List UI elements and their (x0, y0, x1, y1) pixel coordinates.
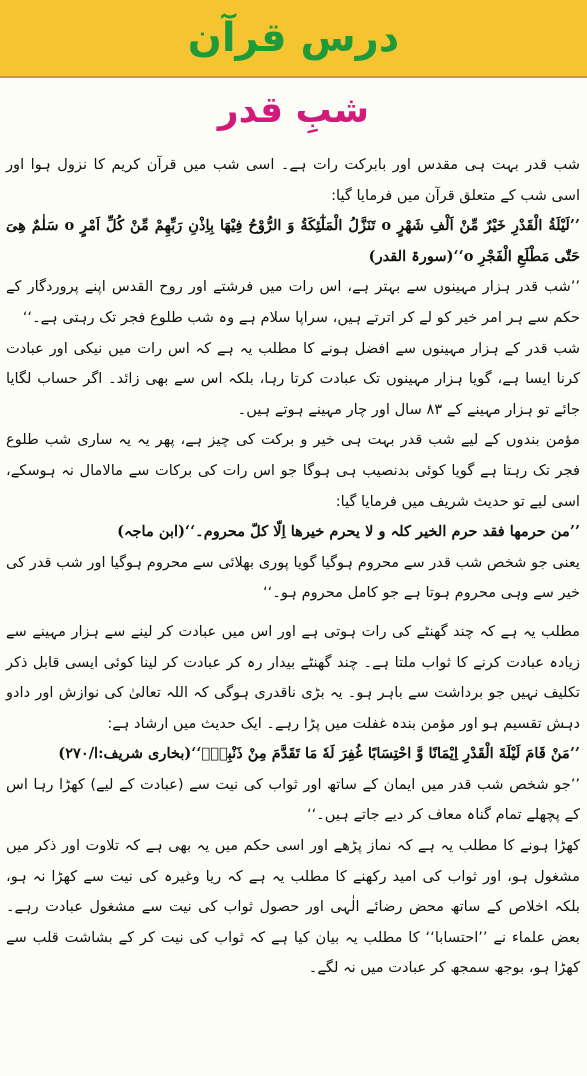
quran-verse: ’’لَیْلَةُ الْقَدْرِ خَیْرٌ مِّنْ اَلْفِ شَھْرٍ o تَنَزَّلُ الْمَلٰٓئِکَةُ وَ الرُّوْحُ فِیْھَا بِاِذْنِ رَبِّھِمْ مِّنْ کُلِّ اَمْرٍ o سَلٰمٌ ھِیَ حَتّٰی مَطْلَعِ الْفَجْرِ o‘‘(سورۃ القدر) (6, 217, 581, 265)
hadith-translation-1: یعنی جو شخص شب قدر سے محروم ہوگیا گویا پوری بھلائی سے محروم ہوگیا اور شب قدر کی خیر سے وہی محروم ہوتا ہے جو کامل محروم ہو۔‘‘ (6, 553, 580, 602)
hadith-translation-2: ’’جو شخص شب قدر میں ایمان کے ساتھ اور ثواب کی نیت سے (عبادت کے لیے) کھڑا رہا اس کے پچھلے تمام گناہ معاف کر دیے جاتے ہیں۔‘‘ (6, 775, 580, 824)
article-subtitle: شبِ قدر (217, 90, 370, 131)
hadith-quote-2: ’’مَنْ قَامَ لَیْلَةَ الْقَدْرِ اِیْمَانًا وَّ احْتِسَابًا غُفِرَ لَهٗ مَا تَقَدَّمَ مِنْ ذَنْبِهٖ۔‘‘(بخاری شریف:ا/۲۷۰) (58, 745, 580, 763)
paragraph-meaning: کھڑا ہونے کا مطلب یہ ہے کہ نماز پڑھے اور اسی حکم میں یہ بھی ہے کہ تلاوت اور ذکر میں مشغول ہو، اور ثواب کی امید رکھنے کا مطلب یہ ہے کہ ریا وغیرہ کی نیت سے کھڑا نہ ہو، بلکہ اخلاص کے ساتھ محض رضائے الٰہی اور حصول ثواب کی نیت سے مشغول عبادت رہے۔ بعض علماء نے ’’احتسابا‘‘ کا مطلب یہ بیان کیا ہے کہ ثواب کی نیت کر کے بشاشت قلب سے کھڑا ہو، بوجھ سمجھ کر عبادت میں نہ لگے۔ (6, 837, 580, 977)
paragraph-blessing: مؤمن بندوں کے لیے شب قدر بہت ہی خیر و برکت کی چیز ہے، پھر یہ یہ ساری شب طلوع فجر تک رہتا ہے گویا کوئی بدنصیب ہی ہوگا جو اس رات کی برکات سے مالامال نہ ہوسکے، اسی لیے تو حدیث شریف میں فرمایا گیا: (6, 431, 580, 510)
article-body (6, 150, 580, 984)
page-title: درس قرآن (187, 15, 400, 61)
header-banner (0, 0, 587, 78)
verse-translation: ’’شب قدر ہزار مہینوں سے بہتر ہے، اس رات میں فرشتے اور روح القدس اپنے پروردگار کے حکم سے ہر امر خیر کو لے کر اترتے ہیں، سراپا سلام ہے وہ شب طلوع فجر تک رہتی ہے۔‘‘ (6, 278, 580, 326)
paragraph-intro: شب قدر بہت ہی مقدس اور بابرکت رات ہے۔ اسی شب میں قرآن کریم کا نزول ہوا اور اسی شب کے متعلق قرآن میں فرمایا گیا: (6, 156, 580, 204)
paragraph-virtue: شب قدر کے ہزار مہینوں سے افضل ہونے کا مطلب یہ ہے کہ اس رات میں نیکی اور عبادت کرنا ایسا ہے، گویا ہزار مہینوں تک عبادت کرتا رہا، بلکہ اس سے بھی زائد۔ اگر حساب لگایا جائے تو ہزار مہینے کے ۸۳ سال اور چار مہینے ہوتے ہیں۔ (6, 339, 580, 418)
paragraph-explanation: مطلب یہ ہے کہ چند گھنٹے کی رات ہوتی ہے اور اس میں عبادت کر لینے سے ہزار مہینے سے زیادہ عبادت کرنے کا ثواب ملتا ہے۔ چند گھنٹے بیدار رہ کر عبادت کر لینا کوئی ایسی قابل ذکر تکلیف نہیں جو برداشت سے باہر ہو۔ یہ بڑی ناقدری ہوگی کہ اللہ تعالیٰ کی نوازش اور دادو دہش تقسیم ہو اور مؤمن بندہ غفلت میں پڑا رہے۔ ایک حدیث میں ارشاد ہے: (6, 622, 580, 732)
hadith-quote-1: ’’من حرمھا فقد حرم الخیر کلہ و لا یحرم خیرھا اِلّا کلّ محروم۔‘‘(ابن ماجہ) (117, 523, 580, 541)
